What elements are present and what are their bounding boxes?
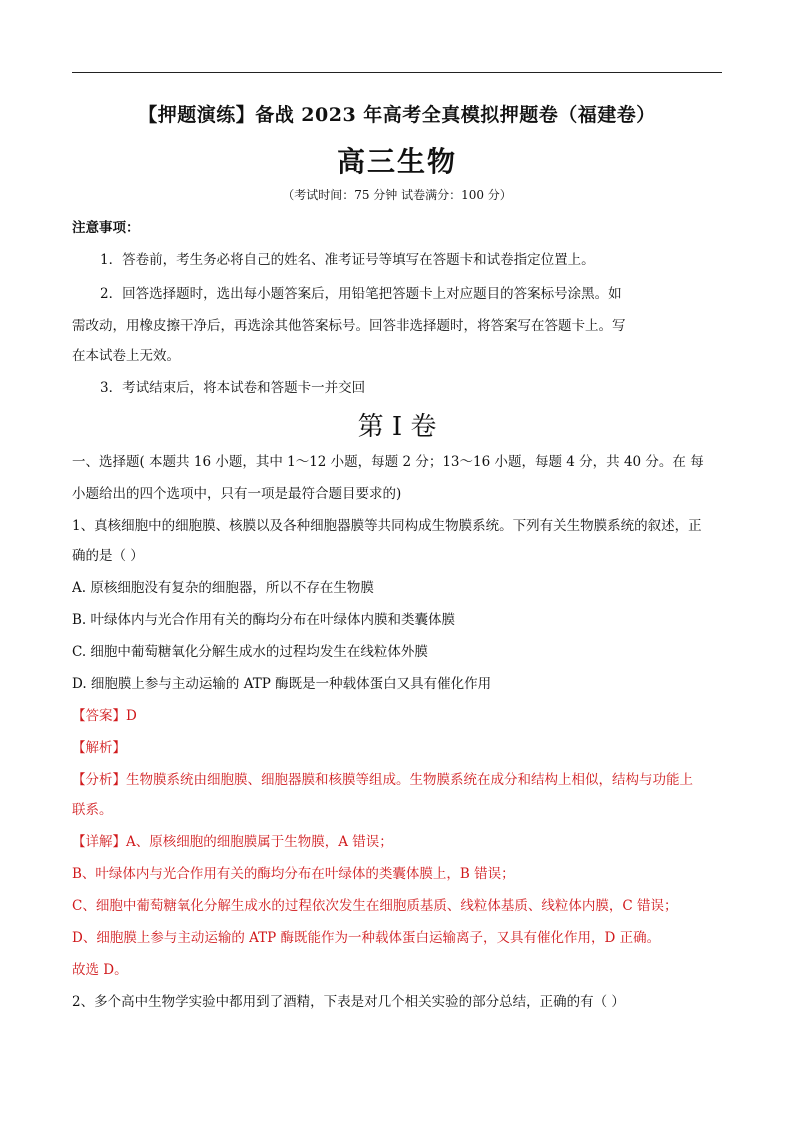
question-1-analysis-label: 【解析】: [72, 740, 126, 756]
question-2-stem: 2、多个高中生物学实验中都用到了酒精，下表是对几个相关实验的部分总结，正确的有（ ）: [72, 994, 625, 1010]
question-1-detail-line-2: B、叶绿体内与光合作用有关的酶均分布在叶绿体的类囊体膜上，B 错误；: [72, 866, 515, 882]
question-1-answer: 【答案】D: [72, 708, 137, 724]
question-1-option-d: D. 细胞膜上参与主动运输的 ATP 酶既是一种载体蛋白又具有催化作用: [72, 676, 492, 692]
question-1-stem-line-2: 确的是（ ）: [72, 548, 144, 564]
notice-item-3: 3．考试结束后，将本试卷和答题卡一并交回: [100, 380, 366, 396]
notice-item-1: 1．答卷前，考生务必将自己的姓名、准考证号等填写在答题卡和试卷指定位置上。: [100, 252, 595, 268]
notice-heading: 注意事项：: [72, 220, 140, 236]
exam-info: （考试时间：75 分钟 试卷满分：100 分）: [282, 188, 512, 202]
question-1-option-a: A. 原核细胞没有复杂的细胞器，所以不存在生物膜: [72, 580, 374, 596]
question-1-option-c: C. 细胞中葡萄糖氧化分解生成水的过程均发生在线粒体外膜: [72, 644, 428, 660]
subject-title: 高三生物: [336, 145, 457, 178]
question-1-detail-line-4: D、细胞膜上参与主动运输的 ATP 酶既能作为一种载体蛋白运输离子，又具有催化作用，D 正确。: [72, 930, 661, 946]
question-1-stem-line-1: 1、真核细胞中的细胞膜、核膜以及各种细胞器膜等共同构成生物膜系统。下列有关生物膜系统的叙述，正: [72, 518, 702, 534]
question-1-analysis-line-1: 【分析】生物膜系统由细胞膜、细胞器膜和核膜等组成。生物膜系统在成分和结构上相似，结构与功能上: [72, 772, 693, 788]
section-intro-line-2: 小题给出的四个选项中，只有一项是最符合题目要求的): [72, 486, 402, 502]
header-rule: [72, 72, 722, 73]
question-1-conclusion: 故选 D。: [72, 962, 128, 978]
question-1-detail-line-1: 【详解】A、原核细胞的细胞膜属于生物膜，A 错误；: [72, 834, 393, 850]
question-1-option-b: B. 叶绿体内与光合作用有关的酶均分布在叶绿体内膜和类囊体膜: [72, 612, 456, 628]
notice-item-2-line-1: 2．回答选择题时，选出每小题答案后，用铅笔把答题卡上对应题目的答案标号涂黑。如: [100, 286, 622, 302]
section-intro-line-1: 一、选择题( 本题共 16 小题，其中 1～12 小题，每题 2 分；13～16 小题，每题 4 分，共 40 分。在 每: [72, 454, 704, 470]
question-1-analysis-line-2: 联系。: [72, 802, 113, 818]
exam-title: 【押题演练】备战 2023 年高考全真模拟押题卷（福建卷）: [138, 104, 656, 126]
notice-item-2-line-3: 在本试卷上无效。: [72, 348, 180, 364]
question-1-detail-line-3: C、细胞中葡萄糖氧化分解生成水的过程依次发生在细胞质基质、线粒体基质、线粒体内膜，C 错误；: [72, 898, 678, 914]
notice-item-2-line-2: 需改动，用橡皮擦干净后，再选涂其他答案标号。回答非选择题时，将答案写在答题卡上。写: [72, 318, 626, 334]
section-title: 第 I 卷: [357, 412, 437, 442]
